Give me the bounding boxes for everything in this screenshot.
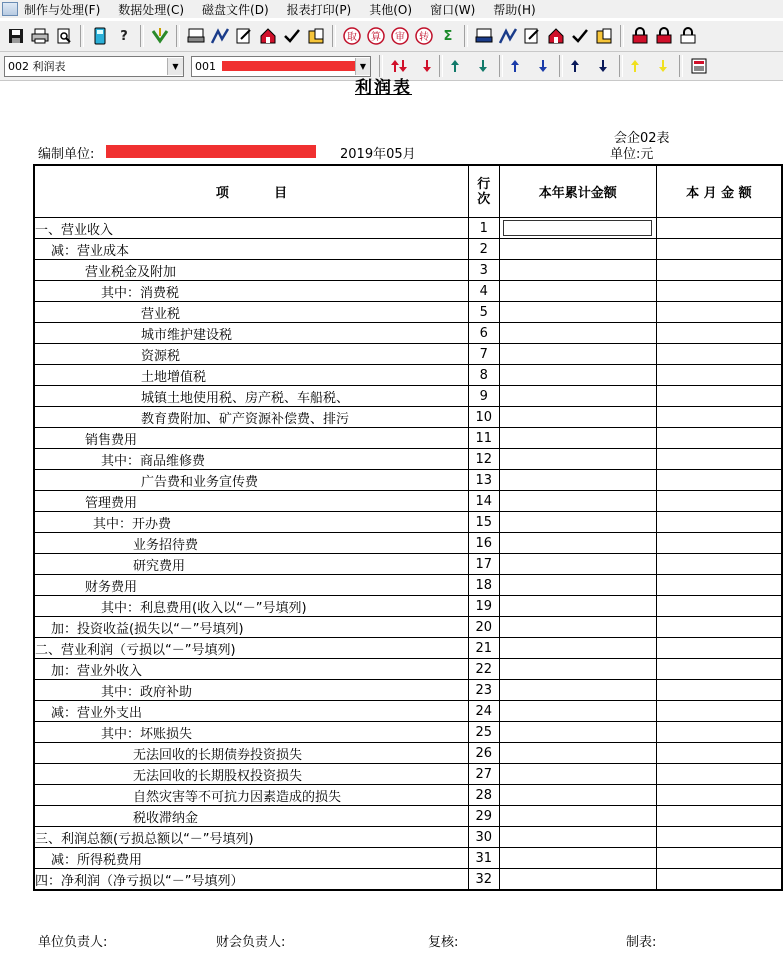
row-line-number: 8 — [468, 365, 499, 386]
row-line-number: 32 — [468, 869, 499, 891]
table-row — [34, 701, 782, 722]
row-ytd-cell[interactable] — [499, 386, 656, 407]
table-row — [34, 680, 782, 701]
row-month-cell[interactable] — [656, 701, 782, 722]
house-tool-icon[interactable] — [257, 25, 279, 47]
row-item-label: 四：净利润（净亏损以“－”号填列） — [34, 869, 468, 891]
sum-button[interactable]: Σ — [443, 28, 453, 44]
table-row — [34, 638, 782, 659]
row-month-cell[interactable] — [656, 638, 782, 659]
row-item-label: 无法回收的长期股权投资损失 — [34, 764, 468, 785]
chart-tool-icon[interactable] — [209, 25, 231, 47]
row-ytd-cell[interactable] — [499, 806, 656, 827]
sort-down-red-icon[interactable] — [412, 55, 434, 77]
lock-red-icon[interactable] — [629, 25, 651, 47]
row-month-cell[interactable] — [656, 533, 782, 554]
row-month-cell[interactable] — [656, 596, 782, 617]
row-ytd-cell[interactable] — [499, 701, 656, 722]
table-row — [34, 785, 782, 806]
sort-down-green-icon[interactable] — [472, 55, 494, 77]
active-cell-editor[interactable] — [503, 220, 652, 236]
sort-down-navy-icon[interactable] — [592, 55, 614, 77]
row-month-cell[interactable] — [656, 575, 782, 596]
row-month-cell[interactable] — [656, 764, 782, 785]
row-line-number: 12 — [468, 449, 499, 470]
row-month-cell[interactable] — [656, 260, 782, 281]
row-item-label: 一、营业收入 — [34, 218, 468, 239]
unit-select[interactable] — [191, 56, 371, 77]
row-month-cell[interactable] — [656, 785, 782, 806]
fetch-button[interactable] — [341, 25, 363, 47]
row-item-label: 土地增值税 — [34, 365, 468, 386]
table-row — [34, 260, 782, 281]
table-row — [34, 764, 782, 785]
row-item-label: 城镇土地使用税、房产税、车船税、 — [34, 386, 468, 407]
row-ytd-cell[interactable] — [499, 554, 656, 575]
row-ytd-cell[interactable] — [499, 239, 656, 260]
row-line-number: 10 — [468, 407, 499, 428]
menu-print[interactable]: 报表打印(P) — [286, 2, 352, 17]
profit-table — [33, 164, 783, 891]
row-ytd-cell[interactable] — [499, 764, 656, 785]
row-line-number: 26 — [468, 743, 499, 764]
row-item-label: 三、利润总额(亏损总额以“－”号填列) — [34, 827, 468, 848]
header-line-no — [468, 165, 499, 218]
row-item-label: 资源税 — [34, 344, 468, 365]
table-row — [34, 575, 782, 596]
row-month-cell[interactable] — [656, 323, 782, 344]
row-line-number: 20 — [468, 617, 499, 638]
row-month-cell[interactable] — [656, 302, 782, 323]
table-row — [34, 491, 782, 512]
row-line-number: 9 — [468, 386, 499, 407]
audit-button[interactable] — [389, 25, 411, 47]
unit-select-code: 001 — [195, 59, 216, 73]
form-number: 会企02表 — [614, 131, 670, 146]
row-ytd-cell[interactable] — [499, 218, 656, 239]
row-ytd-cell[interactable] — [499, 785, 656, 806]
table-row — [34, 407, 782, 428]
report-select-value: 002 利润表 — [8, 60, 66, 73]
table-row — [34, 617, 782, 638]
row-ytd-cell[interactable] — [499, 722, 656, 743]
row-ytd-cell[interactable] — [499, 848, 656, 869]
row-item-label: 研究费用 — [34, 554, 468, 575]
menu-window[interactable]: 窗口(W) — [430, 2, 476, 17]
row-line-number: 1 — [468, 218, 499, 239]
row-line-number: 17 — [468, 554, 499, 575]
calc-label: 算 — [371, 32, 381, 43]
row-line-number: 31 — [468, 848, 499, 869]
row-item-label: 税收滞纳金 — [34, 806, 468, 827]
row-ytd-cell[interactable] — [499, 365, 656, 386]
row-ytd-cell[interactable] — [499, 596, 656, 617]
row-item-label: 加：投资收益(损失以“－”号填列) — [34, 617, 468, 638]
fetch-label: 取 — [347, 32, 357, 43]
row-line-number: 22 — [468, 659, 499, 680]
row-month-cell[interactable] — [656, 344, 782, 365]
header-item: 项 目 — [34, 165, 468, 218]
row-line-number: 18 — [468, 575, 499, 596]
row-item-label: 其中：消费税 — [34, 281, 468, 302]
table-row — [34, 743, 782, 764]
row-ytd-cell[interactable] — [499, 302, 656, 323]
row-month-cell[interactable] — [656, 722, 782, 743]
row-ytd-cell[interactable] — [499, 680, 656, 701]
table-row — [34, 281, 782, 302]
menu-help[interactable]: 帮助(H) — [493, 2, 536, 17]
row-item-label: 减：所得税费用 — [34, 848, 468, 869]
row-item-label: 城市维护建设税 — [34, 323, 468, 344]
row-item-label: 广告费和业务宣传费 — [34, 470, 468, 491]
row-item-label: 加：营业外收入 — [34, 659, 468, 680]
redaction-bar — [222, 61, 355, 71]
row-ytd-cell[interactable] — [499, 323, 656, 344]
table-row — [34, 386, 782, 407]
calculator-icon[interactable] — [89, 25, 111, 47]
folder2-icon[interactable] — [593, 25, 615, 47]
row-line-number: 28 — [468, 785, 499, 806]
table-row — [34, 323, 782, 344]
lock-open-icon[interactable] — [677, 25, 699, 47]
row-item-label: 其中：政府补助 — [34, 680, 468, 701]
row-month-cell[interactable] — [656, 680, 782, 701]
row-ytd-cell[interactable] — [499, 344, 656, 365]
row-line-number: 14 — [468, 491, 499, 512]
app-icon — [2, 2, 18, 16]
footer-reviewer: 复核: — [428, 935, 459, 950]
row-ytd-cell[interactable] — [499, 533, 656, 554]
row-item-label: 其中：坏账损失 — [34, 722, 468, 743]
compiler-label: 编制单位: — [38, 147, 95, 162]
row-line-number: 11 — [468, 428, 499, 449]
row-month-cell[interactable] — [656, 218, 782, 239]
row-month-cell[interactable] — [656, 512, 782, 533]
sort-down-yellow-icon[interactable] — [652, 55, 674, 77]
chevron-down-icon[interactable]: ▼ — [355, 58, 370, 75]
report-period: 2019年05月 — [340, 147, 416, 162]
print-icon[interactable] — [29, 25, 51, 47]
header-month-amount: 本 月 金 额 — [656, 165, 782, 218]
row-ytd-cell[interactable] — [499, 869, 656, 891]
row-ytd-cell[interactable] — [499, 617, 656, 638]
row-ytd-cell[interactable] — [499, 575, 656, 596]
report-sheet — [0, 78, 783, 957]
print-preview-icon[interactable] — [53, 25, 75, 47]
row-month-cell[interactable] — [656, 491, 782, 512]
row-ytd-cell[interactable] — [499, 638, 656, 659]
header-line-no-text: 行次 — [477, 176, 491, 207]
check-tool-icon[interactable] — [281, 25, 303, 47]
house2-icon[interactable] — [545, 25, 567, 47]
row-month-cell[interactable] — [656, 869, 782, 891]
row-ytd-cell[interactable] — [499, 260, 656, 281]
row-ytd-cell[interactable] — [499, 512, 656, 533]
row-ytd-cell[interactable] — [499, 470, 656, 491]
redaction-bar — [106, 145, 316, 158]
report-select[interactable] — [4, 56, 184, 77]
row-ytd-cell[interactable] — [499, 449, 656, 470]
table-row — [34, 239, 782, 260]
table-row — [34, 827, 782, 848]
row-line-number: 13 — [468, 470, 499, 491]
row-month-cell[interactable] — [656, 743, 782, 764]
row-ytd-cell[interactable] — [499, 659, 656, 680]
row-line-number: 3 — [468, 260, 499, 281]
table-row — [34, 365, 782, 386]
row-line-number: 23 — [468, 680, 499, 701]
row-month-cell[interactable] — [656, 281, 782, 302]
edit2-icon[interactable] — [521, 25, 543, 47]
row-line-number: 30 — [468, 827, 499, 848]
row-ytd-cell[interactable] — [499, 491, 656, 512]
row-line-number: 4 — [468, 281, 499, 302]
calc-button[interactable] — [365, 25, 387, 47]
table-row — [34, 848, 782, 869]
audit-label: 审 — [395, 32, 405, 43]
table-row — [34, 596, 782, 617]
row-line-number: 24 — [468, 701, 499, 722]
sort-up-blue-icon[interactable] — [508, 55, 530, 77]
row-ytd-cell[interactable] — [499, 428, 656, 449]
menu-process[interactable]: 制作与处理(F) — [24, 2, 101, 17]
row-month-cell[interactable] — [656, 827, 782, 848]
row-item-label: 二、营业利润（亏损以“－”号填列) — [34, 638, 468, 659]
row-line-number: 27 — [468, 764, 499, 785]
menu-data[interactable]: 数据处理(C) — [118, 2, 185, 17]
sort-up-yellow-icon[interactable] — [628, 55, 650, 77]
edit-tool-icon[interactable] — [233, 25, 255, 47]
row-month-cell[interactable] — [656, 407, 782, 428]
row-item-label: 业务招待费 — [34, 533, 468, 554]
sort-down-blue-icon[interactable] — [532, 55, 554, 77]
footer-finance-head: 财会负责人: — [216, 935, 286, 950]
table-row — [34, 512, 782, 533]
row-month-cell[interactable] — [656, 365, 782, 386]
row-ytd-cell[interactable] — [499, 743, 656, 764]
row-line-number: 7 — [468, 344, 499, 365]
row-item-label: 管理费用 — [34, 491, 468, 512]
row-item-label: 减：营业成本 — [34, 239, 468, 260]
row-line-number: 15 — [468, 512, 499, 533]
table-row — [34, 659, 782, 680]
menu-other[interactable]: 其他(O) — [369, 2, 413, 17]
footer-unit-head: 单位负责人: — [38, 935, 108, 950]
row-item-label: 减：营业外支出 — [34, 701, 468, 722]
row-item-label: 教育费附加、矿产资源补偿费、排污 — [34, 407, 468, 428]
row-line-number: 25 — [468, 722, 499, 743]
table-row — [34, 218, 782, 239]
save-icon[interactable] — [5, 25, 27, 47]
row-line-number: 16 — [468, 533, 499, 554]
help-icon[interactable]: ? — [120, 28, 128, 44]
row-item-label: 销售费用 — [34, 428, 468, 449]
row-ytd-cell[interactable] — [499, 827, 656, 848]
import-icon[interactable] — [149, 25, 171, 47]
row-month-cell[interactable] — [656, 806, 782, 827]
lock-red2-icon[interactable] — [653, 25, 675, 47]
row-month-cell[interactable] — [656, 428, 782, 449]
row-line-number: 6 — [468, 323, 499, 344]
table-row — [34, 344, 782, 365]
transfer-button[interactable] — [413, 25, 435, 47]
row-line-number: 5 — [468, 302, 499, 323]
chart2-icon[interactable] — [497, 25, 519, 47]
menu-bar — [0, 0, 783, 18]
table-row — [34, 428, 782, 449]
report-title: 利润表 — [355, 78, 412, 98]
check2-icon[interactable] — [569, 25, 591, 47]
row-item-label: 营业税金及附加 — [34, 260, 468, 281]
folder-tool-icon[interactable] — [305, 25, 327, 47]
row-month-cell[interactable] — [656, 239, 782, 260]
menu-disk[interactable]: 磁盘文件(D) — [202, 2, 269, 17]
report-grid-icon[interactable] — [688, 55, 710, 77]
table-row — [34, 554, 782, 575]
printer2-icon[interactable] — [473, 25, 495, 47]
sort-up-navy-icon[interactable] — [568, 55, 590, 77]
row-item-label: 无法回收的长期债券投资损失 — [34, 743, 468, 764]
row-ytd-cell[interactable] — [499, 281, 656, 302]
row-month-cell[interactable] — [656, 659, 782, 680]
table-row — [34, 449, 782, 470]
unit-label: 单位:元 — [610, 147, 654, 162]
row-month-cell[interactable] — [656, 386, 782, 407]
row-month-cell[interactable] — [656, 470, 782, 491]
table-row — [34, 806, 782, 827]
row-item-label: 自然灾害等不可抗力因素造成的损失 — [34, 785, 468, 806]
transfer-label: 转 — [419, 32, 429, 43]
row-item-label: 其中：利息费用(收入以“－”号填列) — [34, 596, 468, 617]
header-ytd-amount: 本年累计金额 — [499, 165, 656, 218]
row-item-label: 财务费用 — [34, 575, 468, 596]
table-row — [34, 470, 782, 491]
table-row — [34, 302, 782, 323]
sort-up-green-icon[interactable] — [448, 55, 470, 77]
table-row — [34, 869, 782, 891]
row-line-number: 2 — [468, 239, 499, 260]
row-ytd-cell[interactable] — [499, 407, 656, 428]
chevron-down-icon[interactable]: ▼ — [167, 58, 183, 75]
main-toolbar — [0, 20, 783, 52]
report-print-icon[interactable] — [185, 25, 207, 47]
row-line-number: 21 — [468, 638, 499, 659]
footer-preparer: 制表: — [626, 935, 657, 950]
table-row — [34, 533, 782, 554]
row-month-cell[interactable] — [656, 554, 782, 575]
table-row — [34, 722, 782, 743]
row-month-cell[interactable] — [656, 617, 782, 638]
row-item-label: 其中：开办费 — [34, 512, 468, 533]
row-item-label: 其中：商品维修费 — [34, 449, 468, 470]
row-line-number: 29 — [468, 806, 499, 827]
row-month-cell[interactable] — [656, 449, 782, 470]
row-line-number: 19 — [468, 596, 499, 617]
row-month-cell[interactable] — [656, 848, 782, 869]
row-item-label: 营业税 — [34, 302, 468, 323]
